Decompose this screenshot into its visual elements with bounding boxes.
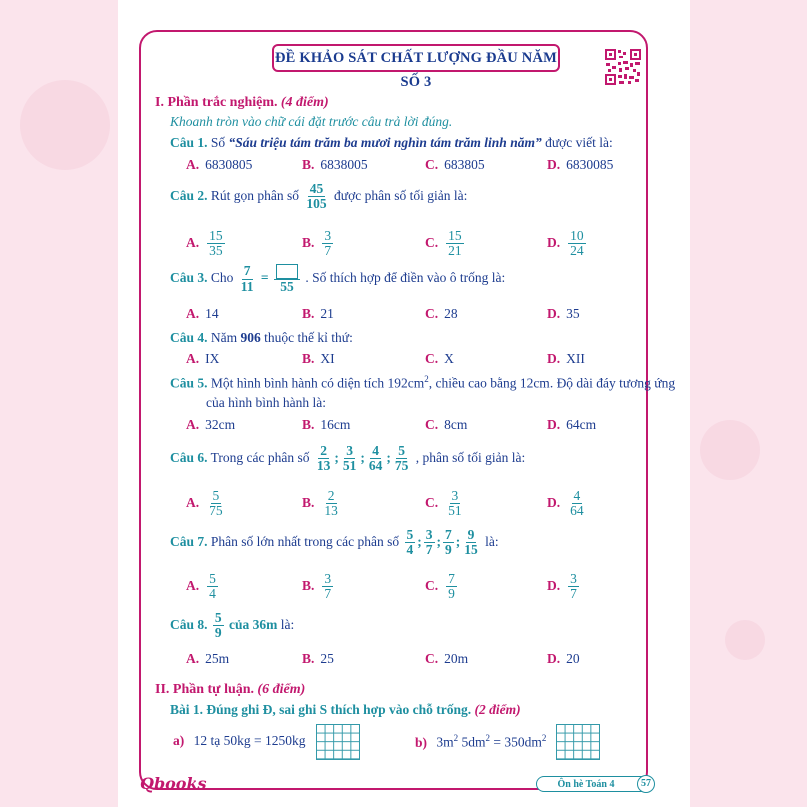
q3-option-d[interactable]: D. 35 [547, 306, 580, 321]
part1-heading: I. Phần trắc nghiệm. (4 điểm) [155, 95, 329, 110]
question-3: Câu 3. Cho $\frac{7}{11}$ = 55 . Số thích hợp để điền vào ô trống là: [170, 263, 506, 294]
exercise-1: Bài 1. Đúng ghi Đ, sai ghi S thích hợp vào chỗ trống. (2 điểm) [170, 702, 521, 717]
q7-option-b[interactable]: B. $\frac{3}{7}$ [302, 571, 332, 602]
q8-option-c[interactable]: C. 20m [425, 651, 469, 666]
q4-option-c[interactable]: C. X [425, 351, 454, 366]
exercise-1-a: a) 12 tạ 50kg = 1250kg [173, 733, 306, 748]
question-5-cont: của hình bình hành là: [206, 395, 326, 410]
q4-option-d[interactable]: D. XII [547, 351, 585, 366]
blank-box[interactable] [274, 264, 300, 280]
answer-grid-a[interactable] [316, 724, 360, 760]
q8-option-b[interactable]: B. 25 [302, 651, 334, 666]
q2-option-b[interactable]: B. $\frac{3}{7}$ [302, 228, 332, 259]
page-number: 57 [637, 775, 655, 793]
question-4: Câu 4. Năm 906 thuộc thế kỉ thứ: [170, 330, 353, 345]
question-8: Câu 8. $\frac{5}{9}$ của 36m là: [170, 610, 295, 641]
q3-option-a[interactable]: A. 14 [186, 306, 219, 321]
q1-option-b[interactable]: B. 6838005 [302, 157, 368, 172]
question-6: Câu 6. Trong các phân số $\frac{2}{13}$ ; $\frac{3}{51}$ ; $\frac{4}{64}$ ; $\frac{5}{75}$ , phân số tối giản là: [170, 443, 526, 474]
page-title: ĐỀ KHẢO SÁT CHẤT LƯỢNG ĐẦU NĂM SỐ 3 [272, 44, 560, 72]
q3-option-b[interactable]: B. 21 [302, 306, 334, 321]
q8-option-d[interactable]: D. 20 [547, 651, 580, 666]
footer-book-label: Ôn hè Toán 4 [536, 776, 652, 792]
q5-option-b[interactable]: B. 16cm [302, 417, 351, 432]
publisher-logo: Qbooks [140, 774, 207, 793]
q7-option-a[interactable]: A. $\frac{5}{4}$ [186, 571, 216, 602]
q1-option-a[interactable]: A. 6830805 [186, 157, 253, 172]
q6-option-a[interactable]: A. $\frac{5}{75}$ [186, 488, 223, 519]
qr-code-icon [604, 48, 642, 86]
q7-option-d[interactable]: D. $\frac{3}{7}$ [547, 571, 577, 602]
q5-option-d[interactable]: D. 64cm [547, 417, 597, 432]
exercise-1-b: b) $3m^2$ $5dm^2 = 350dm^2$ [415, 733, 547, 750]
question-7: Câu 7. Phân số lớn nhất trong các phân số $\frac{5}{4}$ ; $\frac{3}{7}$ ; $\frac{7}{9}$ ; $\frac{9}{15}$ là: [170, 527, 499, 558]
answer-grid-b[interactable] [556, 724, 600, 760]
part2-heading: II. Phần tự luận. (6 điểm) [155, 682, 306, 697]
q6-option-c[interactable]: C. $\frac{3}{51}$ [425, 488, 462, 519]
q3-option-c[interactable]: C. 28 [425, 306, 458, 321]
q2-option-d[interactable]: D. $\frac{10}{24}$ [547, 228, 584, 259]
q1-option-d[interactable]: D. 6830085 [547, 157, 614, 172]
q8-option-a[interactable]: A. 25m [186, 651, 230, 666]
q7-option-c[interactable]: C. $\frac{7}{9}$ [425, 571, 455, 602]
q4-option-b[interactable]: B. XI [302, 351, 335, 366]
q2-option-a[interactable]: A. $\frac{15}{35}$ [186, 228, 223, 259]
question-1: Câu 1. Số “Sáu triệu tám trăm ba mươi nghìn tám trăm linh năm” được viết là: [170, 135, 613, 150]
q2-option-c[interactable]: C. $\frac{15}{21}$ [425, 228, 462, 259]
question-2: Câu 2. Rút gọn phân số $\frac{45}{105}$ được phân số tối giản là: [170, 181, 468, 212]
question-5: Câu 5. Một hình bình hành có diện tích $192cm^2$, chiều cao bằng 12cm. Độ dài đáy tương ứng [170, 374, 676, 391]
part1-instruction: Khoanh tròn vào chữ cái đặt trước câu trả lời đúng. [170, 114, 453, 129]
q6-option-b[interactable]: B. $\frac{2}{13}$ [302, 488, 338, 519]
q1-option-c[interactable]: C. 683805 [425, 157, 485, 172]
q4-option-a[interactable]: A. IX [186, 351, 220, 366]
q6-option-d[interactable]: D. $\frac{4}{64}$ [547, 488, 584, 519]
fraction: $\frac{45}{105}$ [306, 181, 327, 212]
q5-option-a[interactable]: A. 32cm [186, 417, 236, 432]
q5-option-c[interactable]: C. 8cm [425, 417, 468, 432]
